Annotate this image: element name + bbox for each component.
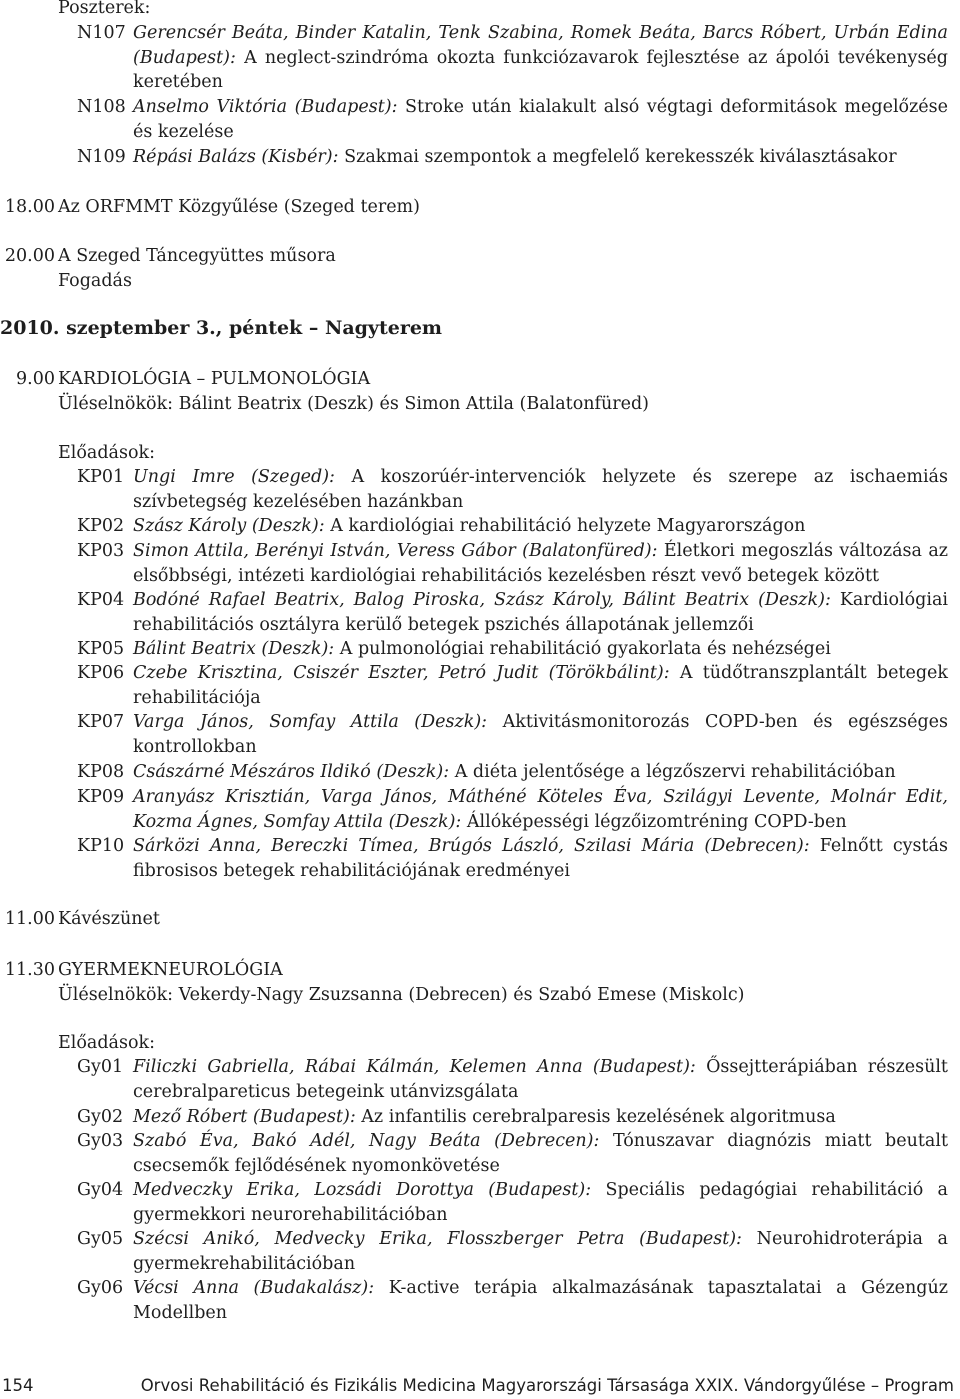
poster-entry [133,95,948,144]
lecture-entry [133,661,948,710]
lecture-code: KP08 [77,762,125,782]
session-time: 11.30 [4,960,55,980]
poster-title: Szakmai szempontok a megfelelő kerekesszék kiválasztásakor [344,147,897,167]
session-time: 9.00 [16,369,55,389]
lecture-entry [133,1129,948,1178]
lecture-code: KP06 [77,663,125,683]
event-text: Az ORFMMT Közgyűlése (Szeged terem) [58,197,420,217]
posters-heading: Poszterek: [58,0,151,18]
lecture-authors: Szabó Éva, Bakó Adél, Nagy Beáta (Debrecen): [133,1131,600,1151]
lecture-entry [133,1105,948,1130]
lecture-entry [133,1055,948,1104]
footer-title: Orvosi Rehabilitáció és Fizikális Medicina Magyarországi Társasága XXIX. Vándorgyűlése – Program [140,1376,954,1395]
lecture-authors: Czebe Krisztina, Csiszér Eszter, Petró Judit (Törökbálint): [133,663,670,683]
lecture-code: KP01 [77,467,125,487]
event-text-secondary: Fogadás [58,271,132,291]
lecture-title: Neurohidroterápia a gyermekrehabilitációban [133,1229,948,1274]
lecture-title: A diéta jelentősége a légzőszervi rehabilitációban [454,762,896,782]
lecture-authors: Ungi Imre (Szeged): [133,467,335,487]
lecture-code: KP04 [77,590,125,610]
lecture-entry [133,785,948,834]
lectures-label: Előadások: [58,1033,155,1053]
lecture-authors: Filiczki Gabriella, Rábai Kálmán, Kelemen Anna (Budapest): [133,1057,696,1077]
lecture-authors: Szécsi Anikó, Medvecky Erika, Flosszberger Petra (Budapest): [133,1229,742,1249]
lecture-authors: Medveczky Erika, Lozsádi Dorottya (Budapest): [133,1180,592,1200]
lecture-entry [133,588,948,637]
lecture-title: K-active terápia alkalmazásának tapasztalatai a Gézengúz Modellben [133,1278,949,1323]
lecture-title: Tónuszavar diagnózis miatt beutalt csecsemők fejlődésének nyomonkövetése [133,1131,948,1176]
lecture-entry [133,760,948,785]
poster-authors: Répási Balázs (Kisbér): [133,147,339,167]
poster-entry [133,21,948,95]
lecture-title: A kardiológiai rehabilitáció helyzete Magyarországon [330,516,806,536]
lectures-label: Előadások: [58,443,155,463]
lecture-authors: Sárközi Anna, Bereczki Tímea, Brúgós László, Szilasi Mária (Debrecen): [133,836,810,856]
lecture-authors: Bálint Beatrix (Deszk): [133,639,335,659]
lecture-authors: Aranyász Krisztián, Varga János, Máthéné Köteles Éva, Szilágyi Levente, Molnár Edit, Kozma Ágnes, Somfay Attila (Deszk): [133,787,948,832]
lecture-title: A tüdőtranszplantált betegek rehabilitációja [133,663,948,708]
lecture-title: Aktivitásmonitorozás COPD-ben és egészséges kontrollokban [133,712,948,757]
lecture-title: Felnőtt cystás fibrosisos betegek rehabilitációjának eredményei [133,836,948,881]
lecture-code: KP09 [77,787,125,807]
lecture-authors: Simon Attila, Berényi István, Veress Gábor (Balatonfüred): [133,541,658,561]
session-chairs: Üléselnökök: Vekerdy-Nagy Zsuzsanna (Debrecen) és Szabó Emese (Miskolc) [58,985,745,1005]
lecture-title: Életkori megoszlás változása az elsőbbségi, intézeti kardiológiai rehabilitációs kezelésben részt vevő betegek között [133,541,948,586]
session-chairs: Üléselnökök: Bálint Beatrix (Deszk) és Simon Attila (Balatonfüred) [58,394,650,414]
event-time: 18.00 [4,197,55,217]
lecture-code: Gy06 [77,1278,124,1298]
lecture-code: Gy05 [77,1229,124,1249]
lecture-authors: Mező Róbert (Budapest): [133,1107,356,1127]
poster-code: N109 [77,147,126,167]
lecture-authors: Szász Károly (Deszk): [133,516,325,536]
lecture-title: Speciális pedagógiai rehabilitáció a gyermekkori neurorehabilitációban [133,1180,948,1225]
lecture-code: Gy03 [77,1131,124,1151]
lecture-authors: Vécsi Anna (Budakalász): [133,1278,375,1298]
session-title: GYERMEKNEUROLÓGIA [58,960,283,980]
poster-authors: Anselmo Viktória (Budapest): [133,97,398,117]
lecture-title: Az infantilis cerebralparesis kezelésének algoritmusa [361,1107,836,1127]
lecture-code: KP07 [77,712,125,732]
lecture-authors: Varga János, Somfay Attila (Deszk): [133,712,488,732]
lecture-authors: Császárné Mészáros Ildikó (Deszk): [133,762,450,782]
lecture-code: KP10 [77,836,125,856]
day-heading: 2010. szeptember 3., péntek – Nagyterem [0,317,443,339]
lecture-entry [133,465,948,514]
lecture-entry [133,1178,948,1227]
lecture-code: KP02 [77,516,125,536]
lecture-code: KP03 [77,541,125,561]
break-time: 11.00 [4,909,55,929]
lecture-entry [133,710,948,759]
event-time: 20.00 [4,246,55,266]
poster-title: Stroke után kialakult alsó végtagi deformitások megelőzése és kezelése [133,97,948,142]
session-title: KARDIOLÓGIA – PULMONOLÓGIA [58,369,371,389]
lecture-title: Állóképességi légzőizomtréning COPD-ben [466,811,847,832]
poster-entry [133,145,948,170]
lecture-entry [133,1276,948,1325]
lecture-title: A koszorúér-intervenciók helyzete és szerepe az ischaemiás szívbetegség kezelésében hazánkban [133,467,948,512]
poster-title: A neglect-szindróma okozta funkciózavarok fejlesztése az ápolói tevékenység keretében [133,47,948,92]
lecture-code: Gy04 [77,1180,124,1200]
lecture-code: Gy02 [77,1107,124,1127]
lecture-authors: Bodóné Rafael Beatrix, Balog Piroska, Szász Károly, Bálint Beatrix (Deszk): [133,590,831,610]
lecture-title: Őssejtterápiában részesült cerebralpareticus betegeink utánvizsgálata [133,1057,948,1102]
lecture-code: KP05 [77,639,125,659]
poster-authors: Gerencsér Beáta, Binder Katalin, Tenk Szabina, Romek Beáta, Barcs Róbert, Urbán Edina (Budapest): [133,23,948,68]
page-number: 154 [2,1376,34,1395]
event-text: A Szeged Táncegyüttes műsora [58,246,336,266]
lecture-title: Kardiológiai rehabilitációs osztályra kerülő betegek pszichés állapotának jellemzői [133,590,948,635]
lecture-entry [133,539,948,588]
lecture-code: Gy01 [77,1057,124,1077]
lecture-title: A pulmonológiai rehabilitáció gyakorlata és nehézségei [339,639,831,659]
lecture-entry [133,834,948,883]
lecture-entry [133,1227,948,1276]
lecture-entry [133,514,948,539]
lecture-entry [133,637,948,662]
break-text: Kávészünet [58,909,160,929]
poster-code: N108 [77,97,126,117]
poster-code: N107 [77,23,126,43]
